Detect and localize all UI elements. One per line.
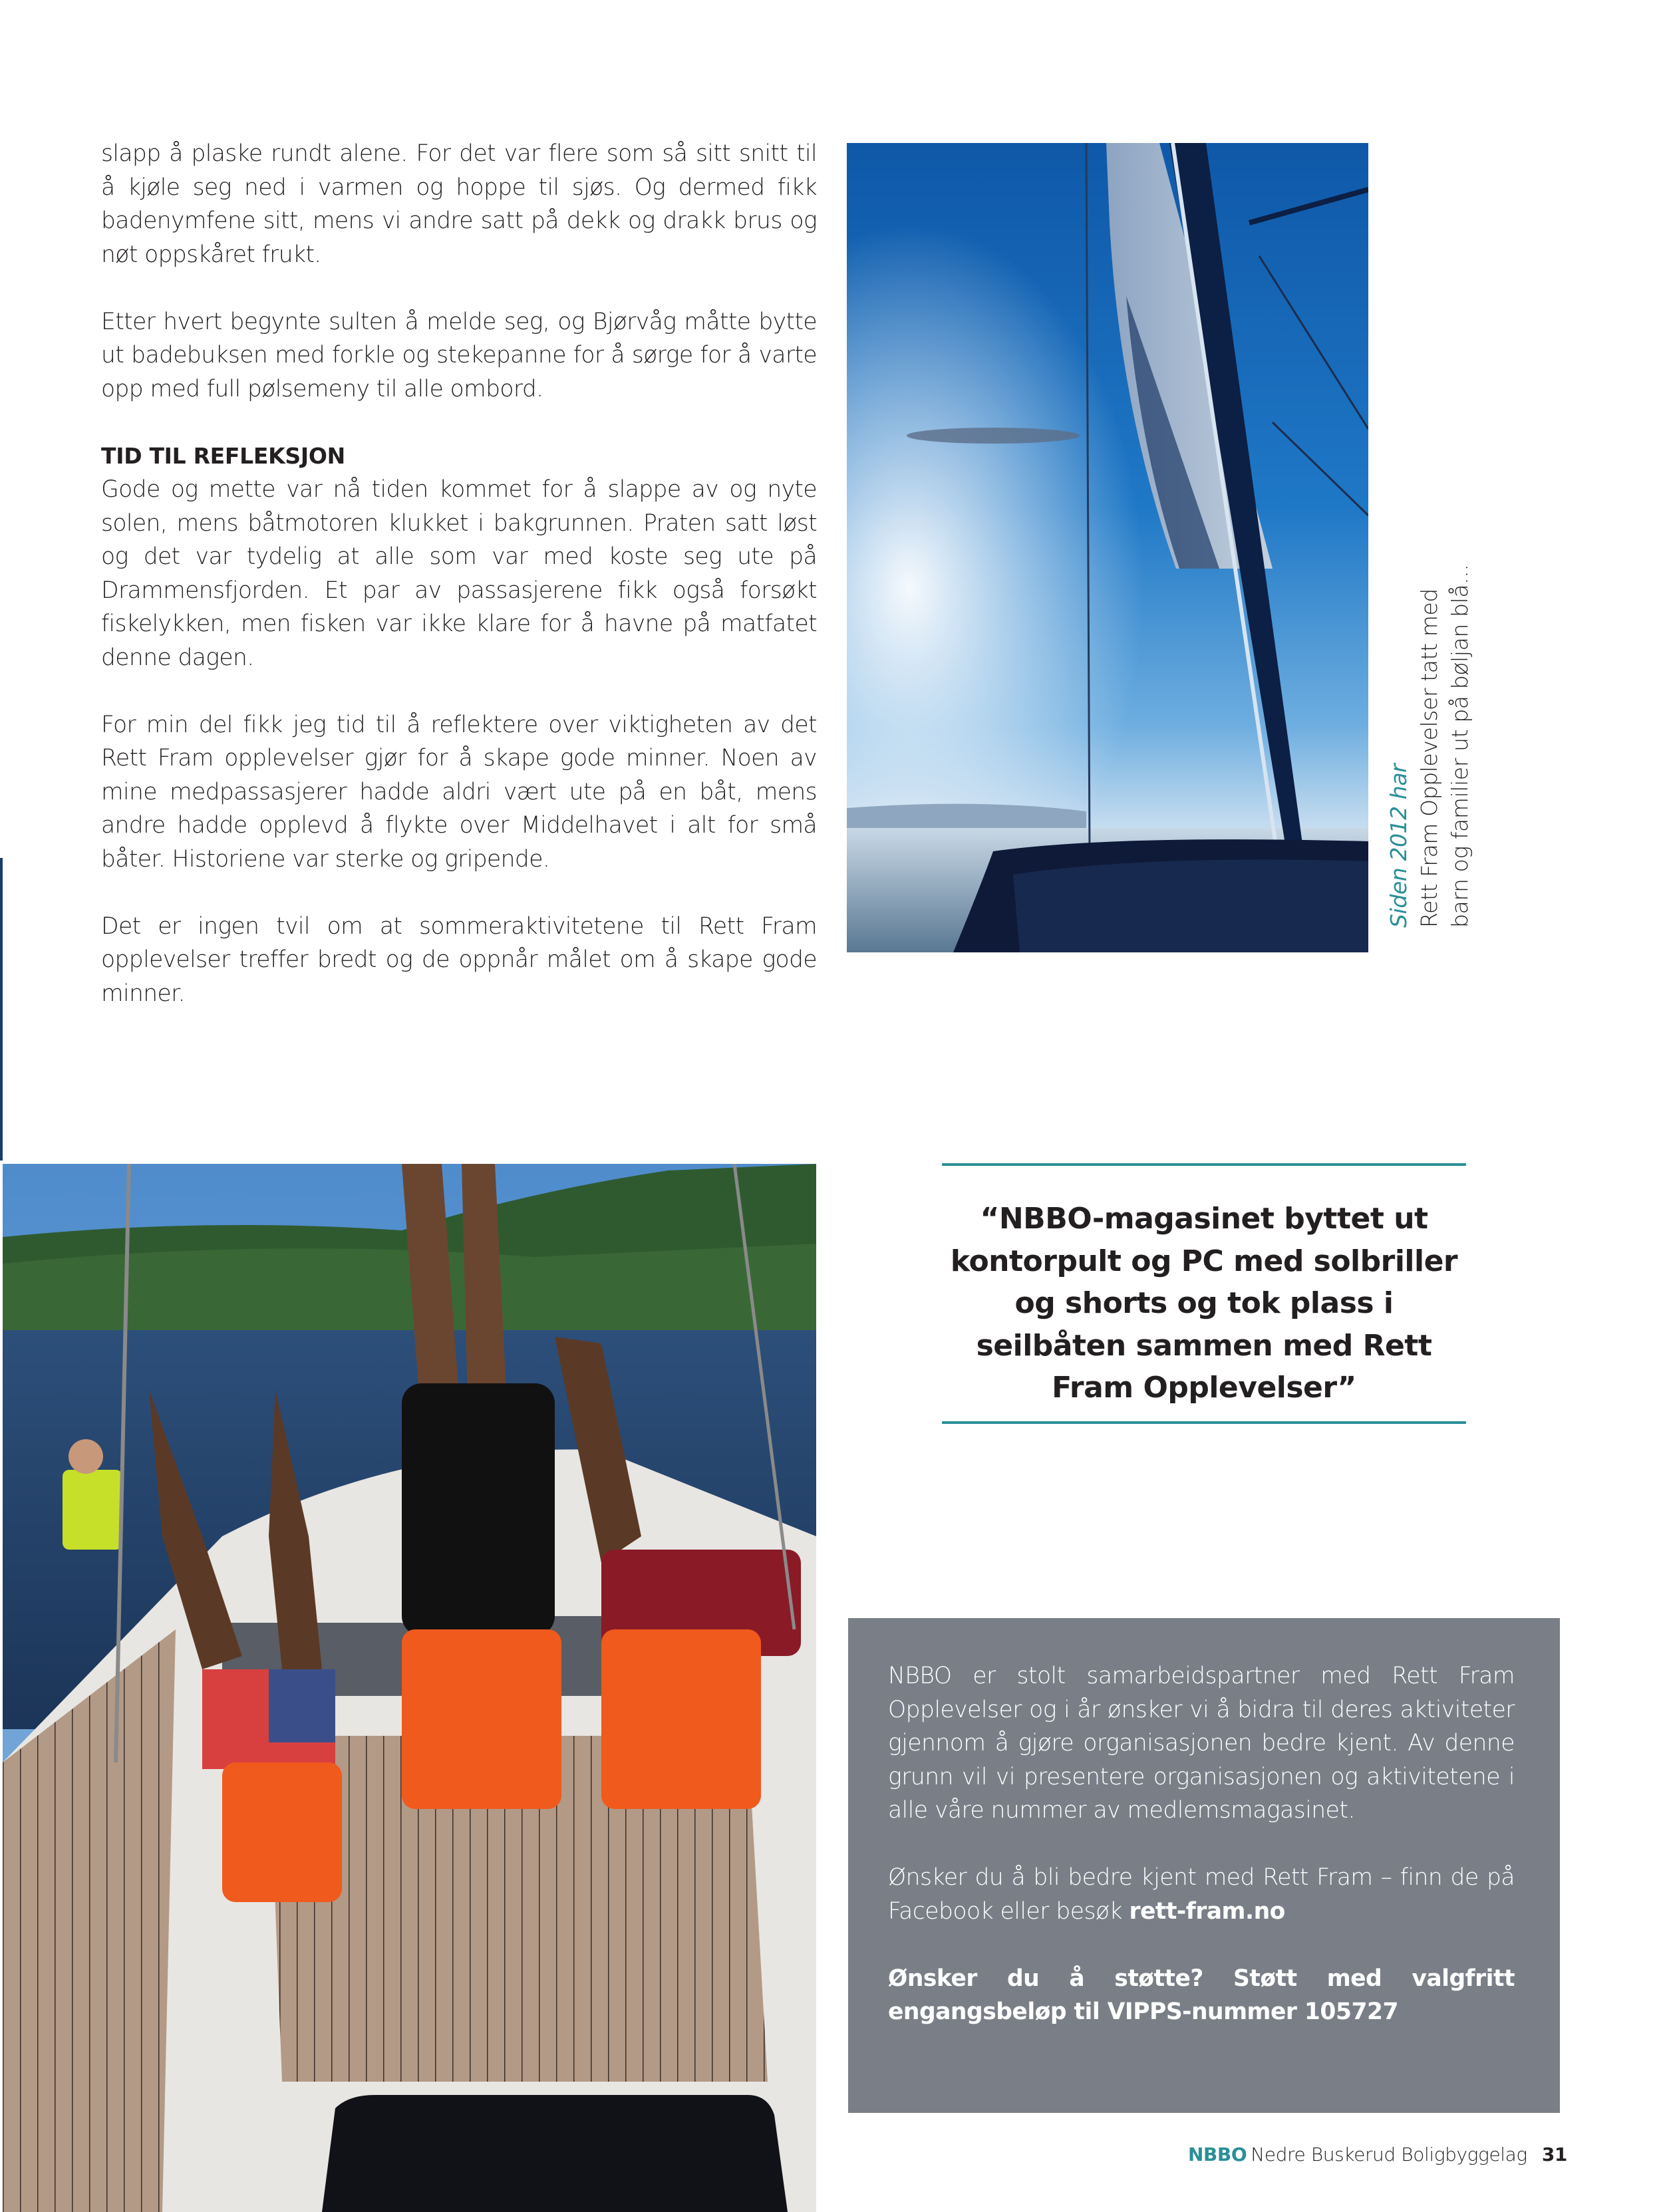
website-link[interactable]: rett-fram.no	[1129, 1897, 1285, 1925]
section-heading: TID TIL REFLEKSJON	[101, 442, 345, 469]
paragraph: Gode og mette var nå tiden kommet for å slappe av og nyte solen, mens båtmotoren klukket i bakgrunnen. Praten satt løst og det var tydelig at alle som var med koste seg ute på Drammensfjorden. Et par av passasjerene fikk også forsøkt fiskelykken, men fisken var ikke klare for å havne på matfatet denne dagen.	[101, 476, 817, 671]
caption-line: barn og familier ut på bøljan blå...	[1447, 564, 1473, 928]
page-number: 31	[1541, 2143, 1567, 2165]
pull-quote	[942, 1163, 1466, 1424]
sailboat-photo	[847, 143, 1368, 952]
pull-quote-text: “NBBO-magasinet byttet ut kontorpult og PC med solbriller og shorts og tok plass i seilbåten sammen med Rett Fram Opplevelser”	[950, 1202, 1458, 1405]
paragraph: For min del fikk jeg tid til å reflektere over viktigheten av det Rett Fram opplevelser gjør for å skape gode minner. Noen av mine medpassasjerer hadde aldri vært ute på en båt, mens andre hadde opplevd å flykte over Middelhavet i alt for små båter. Historiene var sterke og gripende.	[101, 711, 817, 873]
paragraph: Etter hvert begynte sulten å melde seg, og Bjørvåg måtte bytte ut badebuksen med forkle og stekepanne for å sørge for å varte opp med full pølsemeny til alle ombord.	[101, 308, 817, 402]
info-text: Ønsker du å bli bedre kjent med Rett Fram – finn de på Facebook eller besøk	[888, 1864, 1515, 1925]
page-footer	[1188, 2143, 1567, 2167]
paragraph: slapp å plaske rundt alene. For det var flere som så sitt snitt til å kjøle seg ned i varmen og hoppe til sjøs. Og dermed fikk badenymfene sitt, mens vi andre satt på dekk og drakk brus og nøt oppskåret frukt.	[101, 140, 817, 268]
handstand-deck-photo	[3, 1164, 816, 2212]
footer-brand: NBBO	[1187, 2143, 1247, 2165]
info-box	[848, 1618, 1560, 2113]
info-paragraph	[888, 1861, 1515, 1928]
caption-lead: Siden 2012 har	[1386, 763, 1412, 928]
photo-caption-vertical	[1384, 542, 1483, 928]
paragraph: Det er ingen tvil om at sommeraktivitetene til Rett Fram opplevelser treffer bredt og de oppnår målet om å skape gode minner.	[101, 912, 817, 1007]
caption-line: Rett Fram Opplevelser tatt med	[1416, 589, 1442, 928]
page-edge-bleed	[0, 858, 3, 1161]
quote-rule-top	[942, 1163, 1466, 1166]
footer-org: Nedre Buskerud Boligbyggelag	[1251, 2143, 1527, 2165]
info-paragraph-bold	[888, 1962, 1515, 2029]
article-body	[101, 137, 817, 1044]
info-paragraph: NBBO er stolt samarbeidspartner med Rett Fram Opplevelser og i år ønsker vi å bidra til deres aktiviteter gjennom å gjøre organisasjonen bedre kjent. Av denne grunn vil vi presentere organisasjonen og aktivitetene i alle våre nummer av medlemsmagasinet.	[888, 1663, 1515, 1824]
quote-rule-bottom	[942, 1421, 1466, 1424]
vipps-text: Ønsker du å støtte? Støtt med valgfritt engangsbeløp til VIPPS-nummer 105727	[888, 1965, 1515, 2025]
